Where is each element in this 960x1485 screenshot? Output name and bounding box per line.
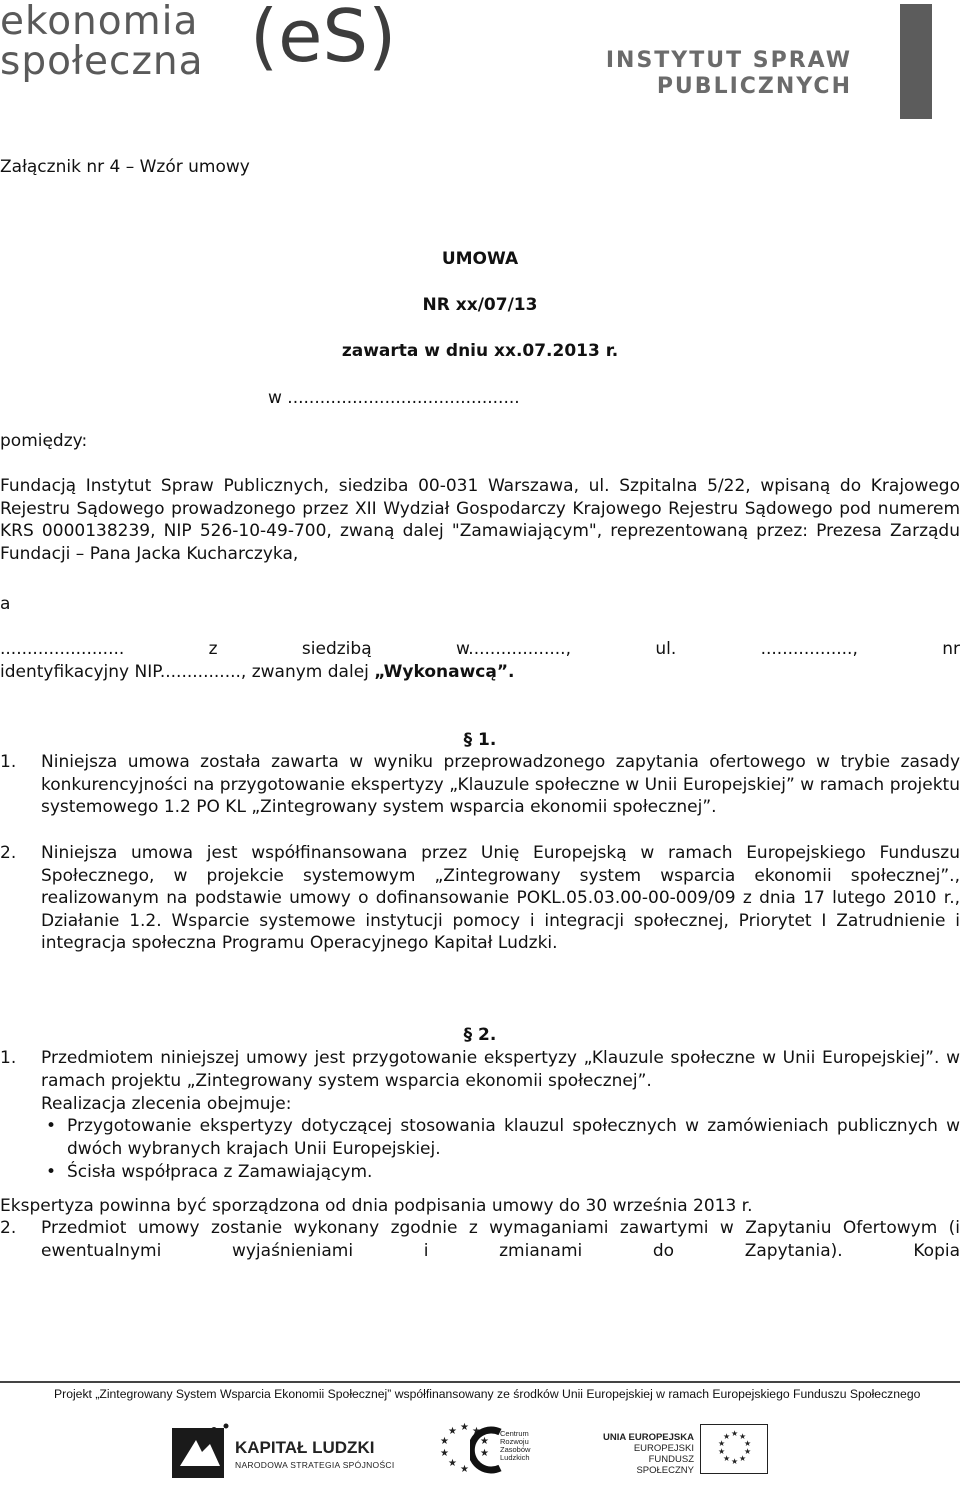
svg-text:★: ★ <box>472 1426 481 1437</box>
svg-text:★: ★ <box>739 1454 747 1463</box>
svg-text:★: ★ <box>480 1436 489 1447</box>
section-1-item-2-number: 2. <box>0 843 17 863</box>
between-label: pomiędzy: <box>0 431 88 451</box>
bullet-dot-icon: • <box>46 1116 57 1136</box>
section-2-bullet-list <box>41 1115 960 1184</box>
eu-flag-icon <box>700 1424 768 1474</box>
svg-text:★: ★ <box>739 1432 747 1441</box>
contract-number: NR xx/07/13 <box>422 295 538 315</box>
logo-isp-line1: INSTYTUT SPRAW <box>605 48 852 73</box>
party-1-description: Fundacją Instytut Spraw Publicznych, siedziba 00-031 Warszawa, ul. Szpitalna 5/22, wpisaną do Krajowego Rejestru Sądowego prowadzonego przez XII Wydział Gospodarczy Krajowego Rejestru Sądowego pod numerem KRS 0000138239, NIP 526-10-49-700, zwaną dalej "Zamawiającym", reprezentowaną przez: Prezesa Zarządu Fundacji – Pana Jacka Kucharczyka, <box>0 476 960 564</box>
section-2-item-1-number: 1. <box>0 1048 17 1068</box>
crzl-name: Centrum Rozwoju Zasobów Ludzkich <box>500 1429 531 1462</box>
bullet-dot-icon: • <box>46 1162 57 1182</box>
section-1-heading: § 1. <box>463 730 497 750</box>
section-2-heading: § 2. <box>463 1025 497 1045</box>
logo-word-spoleczna: społeczna <box>0 39 204 84</box>
svg-text:★: ★ <box>440 1436 449 1447</box>
section-2-scope-label: Realizacja zlecenia obejmuje: <box>41 1094 292 1114</box>
section-2-item-2-text: Przedmiot umowy zostanie wykonany zgodnie z wymaganiami zawartymi w Zapytaniu Ofertowym (i ewentualnymi wyjaśnieniami i zmianami do Zapytania). Kopia <box>41 1218 960 1261</box>
eu-efs-line2: EUROPEJSKI <box>633 1443 694 1454</box>
svg-text:★: ★ <box>448 1458 457 1469</box>
svg-text:★: ★ <box>731 1429 739 1438</box>
eu-efs-line3: FUNDUSZ SPOŁECZNY <box>636 1454 694 1476</box>
party-2-line-2 <box>0 661 515 683</box>
logo-word-ekonomia: ekonomia <box>0 0 199 44</box>
crzl-logo-icon <box>470 1426 504 1474</box>
list-item <box>41 1161 960 1184</box>
logo-isp-bar <box>900 4 932 119</box>
svg-text:★: ★ <box>718 1439 726 1448</box>
ekonomia-spoleczna-logo <box>0 0 397 90</box>
svg-text:★: ★ <box>718 1447 726 1456</box>
contract-title: UMOWA <box>441 249 519 269</box>
svg-text:★: ★ <box>472 1458 481 1469</box>
svg-text:★: ★ <box>440 1448 449 1459</box>
svg-text:★: ★ <box>460 1464 469 1475</box>
svg-text:★: ★ <box>460 1422 469 1433</box>
kapital-ludzki-subtitle: NARODOWA STRATEGIA SPÓJNOŚCI <box>235 1460 395 1470</box>
and-label: a <box>0 594 11 614</box>
bullet-text: Ścisła współpraca z Zamawiającym. <box>67 1162 373 1182</box>
section-2-item-1-text: Przedmiotem niniejszej umowy jest przygotowanie ekspertyzy „Klauzule społeczne w Unii Europejskiej”. w ramach projektu „Zintegrowany system wsparcia ekonomii społecznej”. <box>41 1048 960 1091</box>
section-1-item-1-number: 1. <box>0 752 17 772</box>
svg-text:★: ★ <box>744 1447 752 1456</box>
svg-text:★: ★ <box>448 1426 457 1437</box>
svg-text:★: ★ <box>731 1457 739 1466</box>
footer-divider <box>0 1381 960 1383</box>
deadline-line: Ekspertyza powinna być sporządzona od dnia podpisania umowy do 30 września 2013 r. <box>0 1196 753 1216</box>
party-2-line-1 <box>0 638 960 660</box>
svg-text:★: ★ <box>723 1432 731 1441</box>
instytut-spraw-publicznych-logo <box>605 46 932 106</box>
eu-efs-line1: UNIA EUROPEJSKA <box>603 1432 694 1443</box>
svg-text:★: ★ <box>480 1448 489 1459</box>
logo-isp-line2: PUBLICZNYCH <box>656 74 852 99</box>
party-2-line-1-text: ....................... z siedzibą w.................., ul. ................., nr <box>0 639 960 659</box>
eu-efs-text <box>594 1432 694 1476</box>
contract-date: zawarta w dniu xx.07.2013 r. <box>341 341 619 361</box>
list-item <box>41 1115 960 1160</box>
section-2-item-2-number: 2. <box>0 1218 17 1238</box>
contractor-name: „Wykonawcą”. <box>374 662 515 682</box>
kapital-ludzki-emblem-icon <box>170 1418 230 1480</box>
contract-place: w ........................................... <box>268 388 520 408</box>
footer-project-note: Projekt „Zintegrowany System Wsparcia Ekonomii Społecznej” współfinansowany ze środków Unii Europejskiej w ramach Europejskiego Funduszu Społecznego <box>54 1387 921 1401</box>
logo-es-mark: (eS) <box>250 0 397 78</box>
svg-text:★: ★ <box>744 1439 752 1448</box>
svg-text:★: ★ <box>723 1454 731 1463</box>
section-1-item-1-text: Niniejsza umowa została zawarta w wyniku przeprowadzonego zapytania ofertowego w trybie zasady konkurencyjności na przygotowanie ekspertyzy „Klauzule społeczne w Unii Europejskiej” w ramach projektu systemowego 1.2 PO KL „Zintegrowany system wsparcia ekonomii społecznej”. <box>41 752 960 817</box>
party-2-nip-text: identyfikacyjny NIP..............., zwanym dalej <box>0 662 375 682</box>
attachment-label: Załącznik nr 4 – Wzór umowy <box>0 157 250 177</box>
kapital-ludzki-title: KAPITAŁ LUDZKI <box>235 1438 375 1457</box>
bullet-text: Przygotowanie ekspertyzy dotyczącej stosowania klauzul społecznych w zamówieniach publicznych w dwóch wybranych krajach Unii Europejskiej. <box>67 1116 960 1159</box>
section-1-item-2-text: Niniejsza umowa jest współfinansowana przez Unię Europejską w ramach Europejskiego Funduszu Społecznego, w projekcie systemowym „Zintegrowany system wsparcia ekonomii społecznej”., realizowanym na podstawie umowy o dofinansowanie POKL.05.03.00-00-009/09 z dnia 17 lutego 2010 r., Działanie 1.2. Wsparcie systemowe instytucji pomocy i integracji społecznej, Priorytet I Zatrudnienie i integracja społeczna Programu Operacyjnego Kapitał Ludzki. <box>41 843 960 953</box>
